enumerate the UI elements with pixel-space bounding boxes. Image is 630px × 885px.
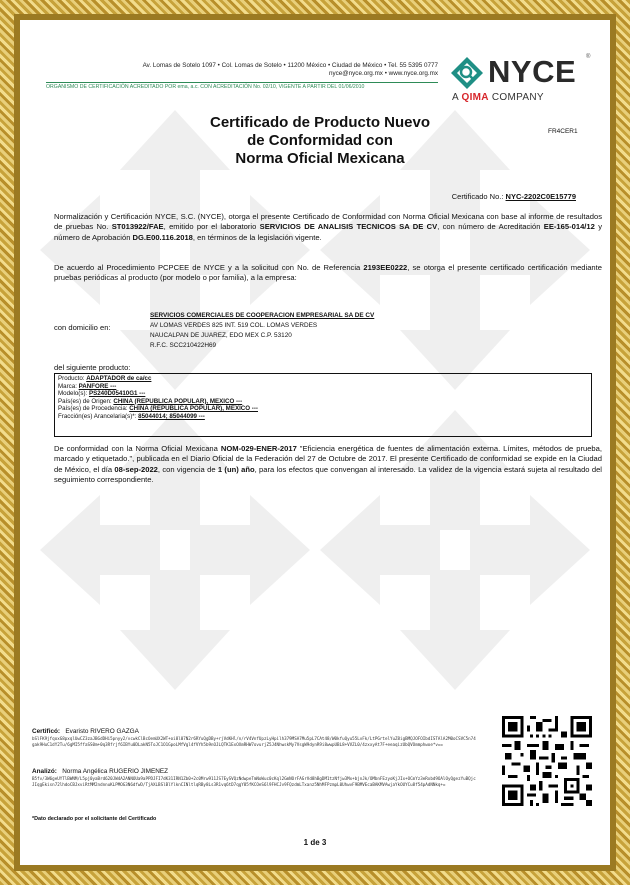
product-row bbox=[58, 413, 588, 421]
company-street: AV LOMAS VERDES 825 INT. 519 COL. LOMAS VERDES bbox=[150, 322, 318, 329]
certifier-name: Evaristo RIVERO GAZGA bbox=[65, 728, 139, 735]
nyce-logo bbox=[448, 52, 598, 104]
accreditation-number: EE-165-014/12 bbox=[543, 222, 595, 232]
tagline-a: A bbox=[452, 92, 462, 103]
form-code: FR4CER1 bbox=[548, 128, 578, 135]
product-row-value: PS240D05410G1 --- bbox=[88, 390, 146, 398]
product-row-label: País(es) de Procedencia: bbox=[58, 405, 130, 413]
company-rfc: R.F.C. SCC210422H69 bbox=[150, 342, 217, 349]
certifier-label: Certificó: bbox=[32, 728, 61, 735]
analyst-signature bbox=[32, 768, 168, 775]
certificate-number bbox=[452, 192, 576, 201]
p1-text-e: , en términos de la legislación vigente. bbox=[192, 232, 322, 242]
certificate-number-value: NYC-2202C0E15779 bbox=[505, 192, 576, 201]
product-row bbox=[58, 398, 588, 406]
reference-number: 2193EE0222 bbox=[363, 263, 408, 272]
nyce-logo-icon bbox=[450, 56, 484, 90]
product-row-value: ADAPTADOR de ca/cc bbox=[86, 375, 152, 382]
laboratory-name: SERVICIOS DE ANALISIS TECNICOS SA DE CV bbox=[259, 222, 438, 232]
product-row-value: 85044014; 85044099 --- bbox=[138, 412, 205, 420]
logo-registered-mark: ® bbox=[586, 54, 591, 60]
header-rule bbox=[46, 82, 438, 83]
tagline-company: COMPANY bbox=[488, 92, 544, 103]
logo-tagline bbox=[452, 92, 544, 103]
product-row-value: PANFORE --- bbox=[78, 382, 117, 390]
title-line-1: Certificado de Producto Nuevo bbox=[209, 114, 431, 131]
p1-text-b: , emitido por el laboratorio bbox=[163, 222, 260, 232]
domicile-label: con domicilio en: bbox=[54, 323, 111, 332]
analyst-label: Analizó: bbox=[32, 768, 57, 775]
company-city: NAUCALPAN DE JUAREZ, EDO MEX C.P. 53120 bbox=[150, 332, 292, 339]
p1-text-c: , con número de Acreditación bbox=[437, 222, 544, 232]
paragraph-procedure bbox=[54, 263, 602, 284]
report-number: ST013922/FAE bbox=[111, 222, 164, 232]
p3-text-b: "Eficiencia energética de fuentes de alimentación externa. Límites, métodos de prueba, marcado y etiquetado.", publicada en el Diario Oficial de la Federación del 27 de Octubre de 2017. El presente Certificado de conformidad se expide en la Ciudad de México, el día bbox=[54, 444, 602, 474]
product-row bbox=[58, 375, 588, 383]
declared-data-note: *Dato declarado por el solicitante del Certificado bbox=[32, 816, 157, 822]
product-row-value: CHINA (REPUBLICA POPULAR), MEXICO --- bbox=[113, 397, 243, 405]
document-title bbox=[170, 114, 470, 168]
certificate-page bbox=[20, 20, 610, 865]
approval-number: DG.E00.116.2018 bbox=[132, 232, 193, 242]
title-line-2: de Conformidad con bbox=[247, 132, 393, 149]
header-accreditation: ORGANISMO DE CERTIFICACIÓN ACREDITADO POR ema, a.c. CON ACREDITACIÓN No. 02/10, VIGENTE A PARTIR DEL 01/06/2010 bbox=[46, 84, 365, 90]
product-row-label: Producto: bbox=[58, 375, 87, 382]
analyst-name: Norma Angélica RUGERIO JIMENEZ bbox=[62, 768, 169, 775]
title-line-3: Norma Oficial Mexicana bbox=[235, 150, 405, 167]
p1-text-a: Normalización y Certificación NYCE, S.C. (NYCE), otorga el presente Certificado de Conformidad con Norma Oficial Mexicana con base al informe de resultados de pruebas No. bbox=[54, 212, 602, 232]
nom-code: NOM-029-ENER-2017 bbox=[220, 444, 297, 453]
product-row bbox=[58, 390, 588, 398]
company-name: SERVICIOS COMERCIALES DE COOPERACION EMPRESARIAL SA DE CV bbox=[150, 312, 375, 319]
header-address bbox=[46, 62, 438, 78]
product-row bbox=[58, 405, 588, 413]
page-number: 1 de 3 bbox=[303, 838, 327, 847]
tagline-qima: QIMA bbox=[461, 92, 489, 103]
p3-text-d: , para los efectos que convengan al interesado. La validez de la vigencia estará sujeta al resultado del seguimiento correspondiente. bbox=[54, 464, 602, 484]
product-row-label: Marca: bbox=[58, 382, 79, 390]
issue-date: 08-sep-2022 bbox=[114, 464, 158, 474]
analyst-digital-signature: B5fv/3W6geUYTlBWNM/L5pj0yaBrd620JW4A2ANNOUa9aPPDJFI7dK31IRN1Zb0+2c0Mrw911JS7EySVQzNdwpeTmNoWuc0cKql2GmNOrFAGrVd8hBgDM1tzNfjw3Mx+bjnJk/OMbnFEzyoKjJIx+OCmYz3eRxbd9OAlOyQgezYuBQjcJIqgEkisn72lhdoCBJxviRtMM2ndnnuKLPMOG3N6dfwD/TjAXLBSlBlYlknCINltlqRBy8Ls3R1vq6tD7qgY85fKCOeS6l9FHCJv9FQzdmLTxanz5NhMFPzmpL0UhwvF9BMVEcaBAKMVAwjaYkOUYCu8f54pAdNNkq+= bbox=[32, 776, 476, 787]
product-row bbox=[58, 383, 588, 391]
product-row-label: País(es) de Origen: bbox=[58, 397, 114, 405]
certificate-number-label: Certificado No.: bbox=[451, 192, 504, 201]
product-label: del siguiente producto: bbox=[54, 363, 131, 372]
header-address-line: Av. Lomas de Sotelo 1097 • Col. Lomas de Sotelo • 11200 México • Ciudad de México • Tel. 55 5395 0777 bbox=[142, 62, 438, 69]
product-box bbox=[54, 373, 592, 437]
qr-code[interactable] bbox=[502, 716, 592, 806]
paragraph-conformity bbox=[54, 444, 602, 485]
product-row-value: CHINA (REPUBLICA POPULAR), MEXICO --- bbox=[129, 405, 258, 413]
p3-text-c: , con vigencia de bbox=[157, 464, 218, 474]
domicile-block bbox=[150, 311, 374, 351]
p3-text-a: De conformidad con la Norma Oficial Mexicana bbox=[54, 444, 221, 453]
product-row-label: Modelo(s): bbox=[58, 390, 89, 398]
p2-text-b: , se otorga el presente certificado certificación mediante pruebas periódicas al producto (por modelo o por familia), a la empresa: bbox=[54, 263, 602, 283]
validity-period: 1 (un) año bbox=[217, 464, 255, 474]
paragraph-basis bbox=[54, 212, 602, 243]
header-contact-line: nyce@nyce.org.mx • www.nyce.org.mx bbox=[328, 70, 438, 77]
p2-text-a: De acuerdo al Procedimiento PCPCEE de NYCE y a la solicitud con No. de Referencia bbox=[54, 263, 364, 272]
p1-text-d: y número de Aprobación bbox=[54, 222, 602, 242]
certifier-signature bbox=[32, 728, 139, 735]
certifier-digital-signature: bSlFK9jfqoxG8pxqlUwCZ3zaJBGdDHi5pnyy2/vcwkClBcOemUX2WT+oi8l07N2r6RYuQgDBy+rjVdKHl/n/rV4VnfUpzLyHpilh379MSA7Mu5pL7CAt48/W0kfuQyu55LvFk/LtPGrtelYuZ8igBMQJOFOIbdISTAlA2M0oCSVC5n74gak9HuC1dY2Tu/6gMI5ffaSS0m+0q3Rfrjf6IBYu0DLakN5ToJC1O1GpoLMfVgl4fVYh5b9nOJLQTK1ExOXmRHW7ovurjZ5J4NhwskMy7VsgW9dynR9i8wwpUBL8+VVZL0/4zxxyAt7F+eeaqizUbQVOmmphwoe*v== bbox=[32, 736, 476, 747]
product-row-label: Fracción(es) Arancelaria(s)*: bbox=[58, 412, 139, 420]
logo-wordmark: NYCE bbox=[488, 54, 577, 89]
